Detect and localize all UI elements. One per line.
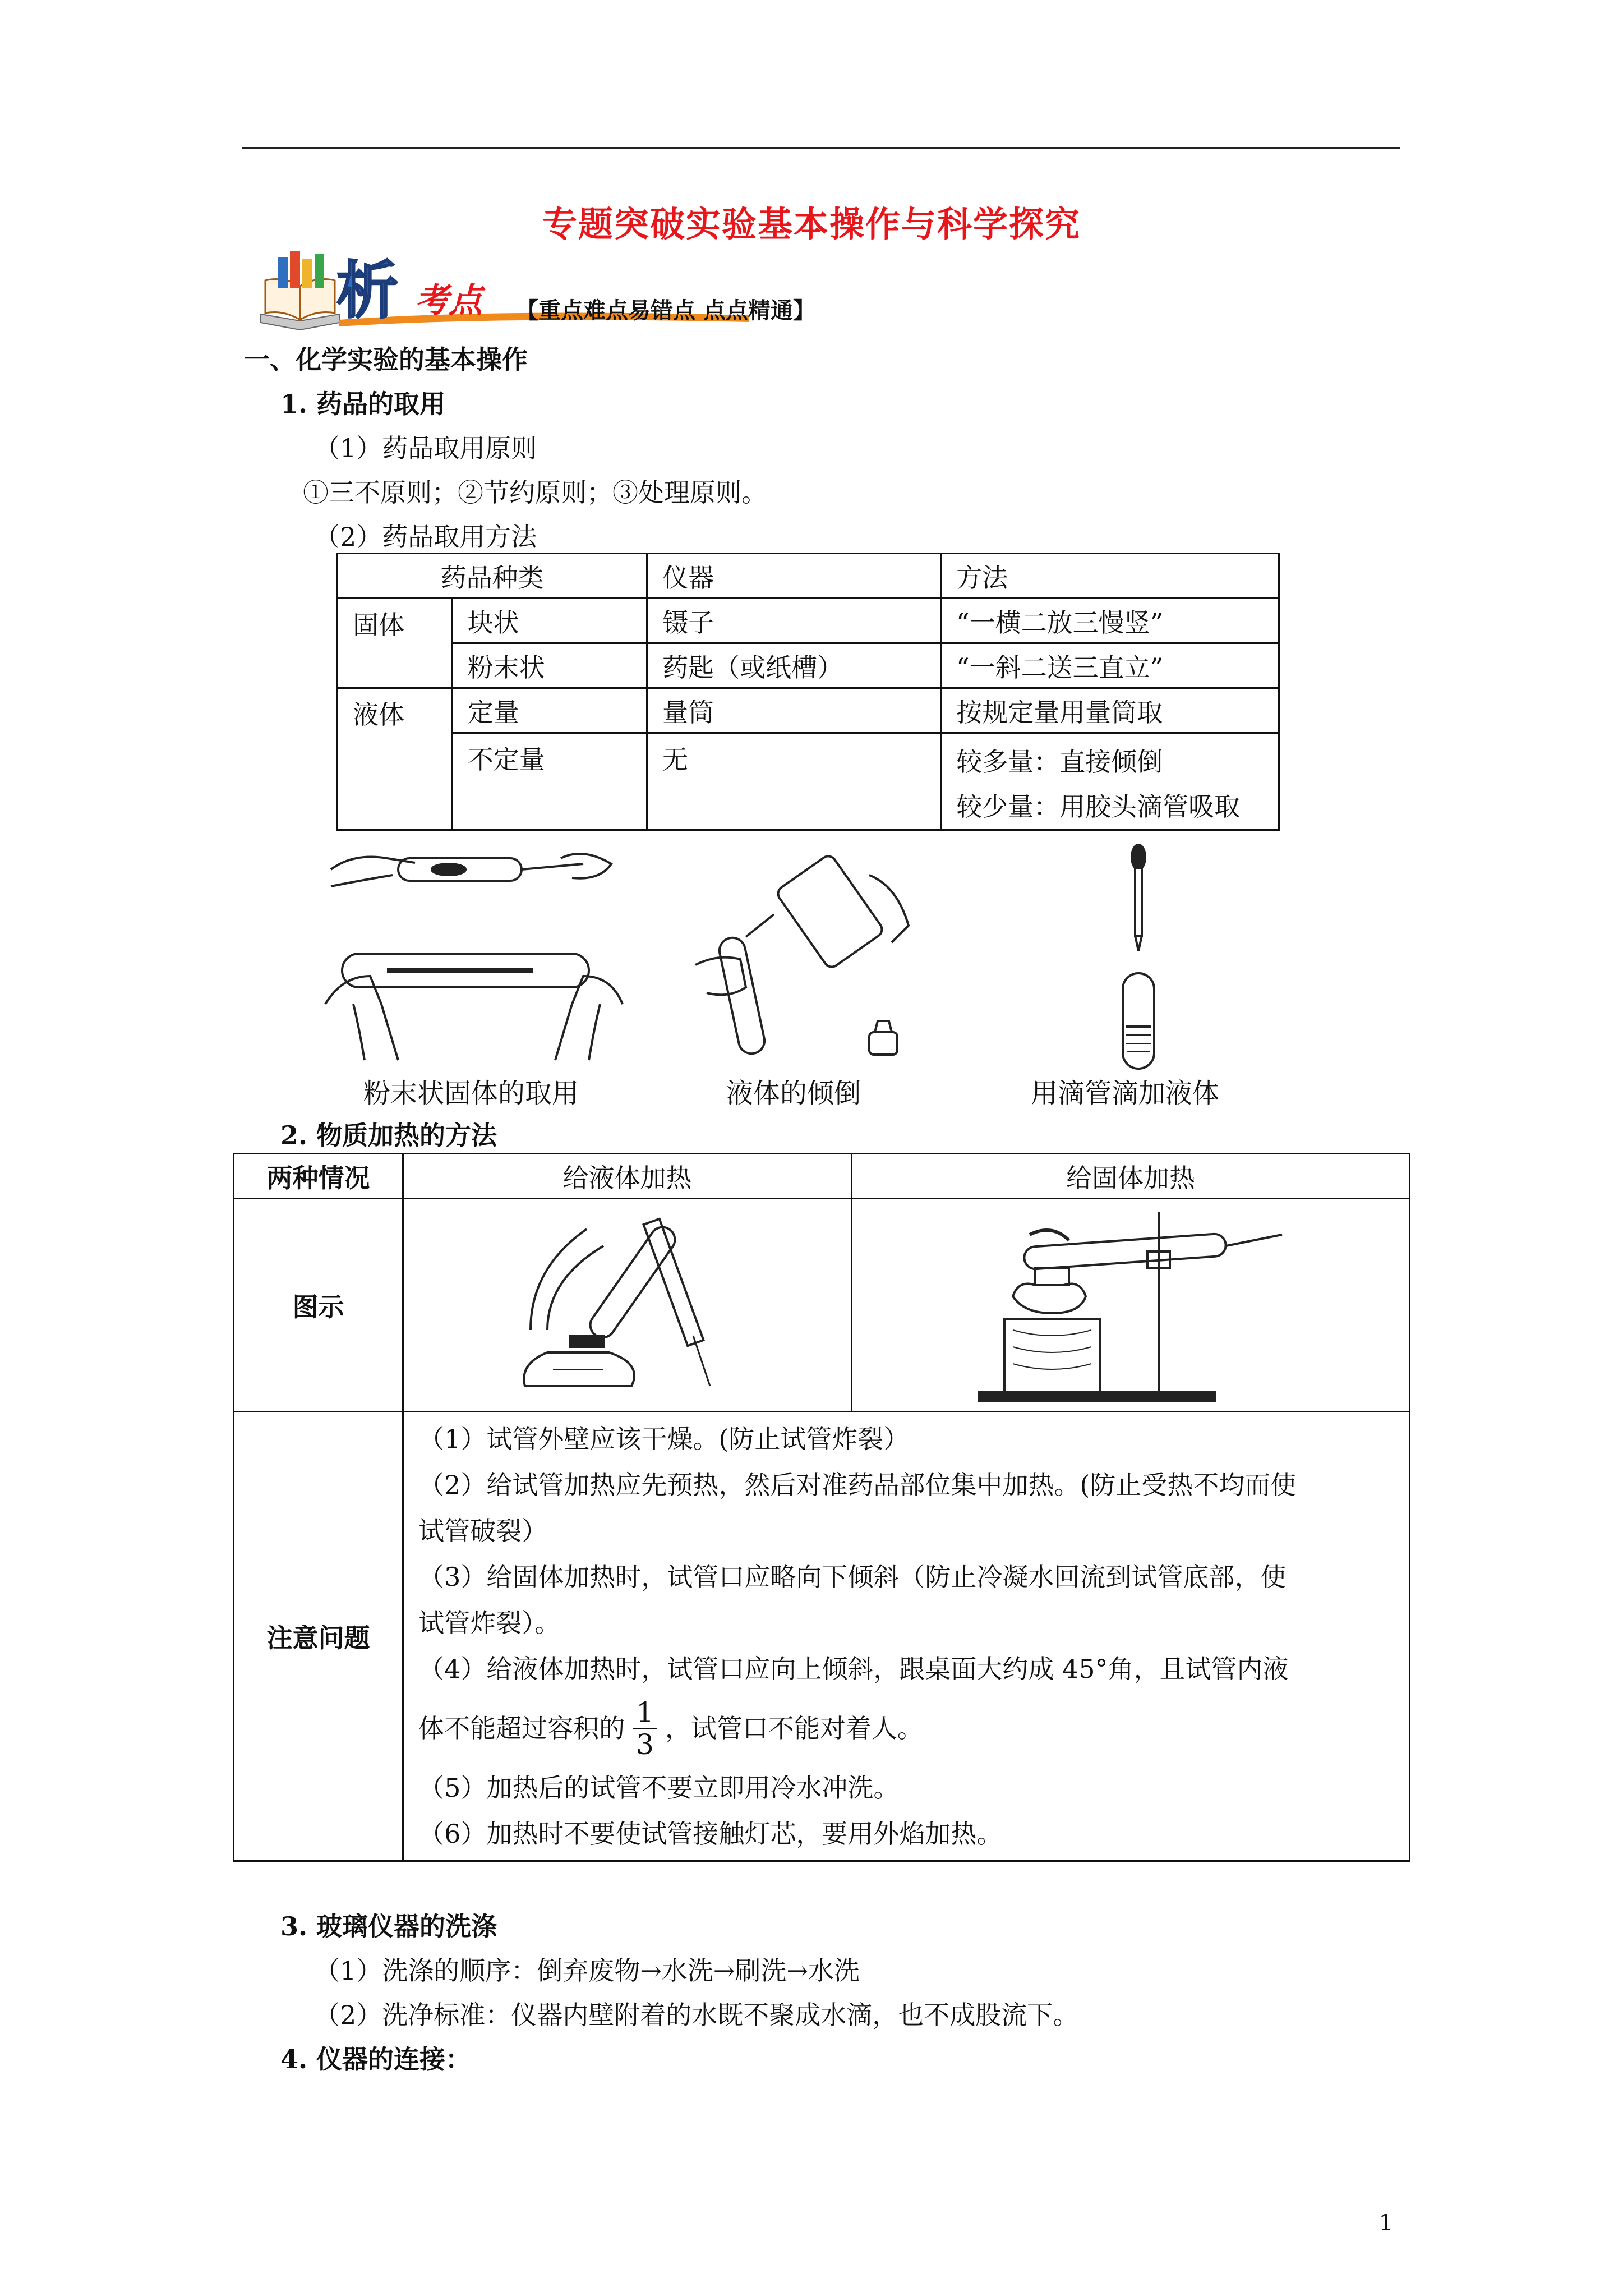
solid-heating-figure bbox=[851, 1199, 1409, 1412]
notes-cell bbox=[403, 1412, 1410, 1861]
powder-figure bbox=[320, 836, 634, 1071]
table-cell: 无 bbox=[647, 733, 941, 830]
table-cell: “一斜二送三直立” bbox=[941, 643, 1279, 688]
header-rule bbox=[242, 147, 1400, 149]
page-number: 1 bbox=[1378, 2210, 1393, 2236]
pouring-figure bbox=[684, 853, 920, 1071]
note-line: 试管破裂） bbox=[418, 1516, 548, 1546]
subsection1-heading: 1. 药品的取用 bbox=[280, 389, 446, 419]
note-line: （2）给试管加热应先预热，然后对准药品部位集中加热。(防止受热不均而使 bbox=[418, 1470, 1297, 1500]
fraction-denominator: 3 bbox=[633, 1728, 657, 1760]
table-cell: “一横二放三慢竖” bbox=[941, 599, 1279, 643]
fraction bbox=[633, 1697, 657, 1760]
note-line: （1）试管外壁应该干燥。(防止试管炸裂） bbox=[418, 1424, 910, 1454]
banner-tag: 【重点难点易错点 点点精通】 bbox=[516, 297, 815, 324]
table-cell: 液体 bbox=[338, 688, 453, 830]
paragraph: ①三不原则；②节约原则；③处理原则。 bbox=[303, 477, 767, 508]
table-cell: 较少量：用胶头滴管吸取 bbox=[956, 792, 1241, 822]
figure-caption: 液体的倾倒 bbox=[726, 1078, 861, 1109]
banner-small-text: 考点 bbox=[415, 281, 482, 320]
table-cell: 药匙（或纸槽） bbox=[647, 643, 941, 688]
dropper-figure bbox=[1082, 841, 1195, 1077]
subsection3-heading: 3. 玻璃仪器的洗涤 bbox=[280, 1911, 497, 1941]
document-title: 专题突破实验基本操作与科学探究 bbox=[542, 204, 1081, 245]
table-cell: 量筒 bbox=[647, 688, 941, 733]
paragraph: （2）洗净标准：仪器内壁附着的水既不聚成水滴，也不成股流下。 bbox=[314, 2000, 1079, 2030]
note-text: ，试管口不能对着人。 bbox=[665, 1713, 923, 1743]
table-cell: 较多量：直接倾倒 bbox=[956, 747, 1163, 777]
table-cell: 注意问题 bbox=[234, 1412, 403, 1861]
figure-caption: 粉末状固体的取用 bbox=[363, 1078, 579, 1109]
table-header: 方法 bbox=[941, 554, 1279, 599]
table-header: 药品种类 bbox=[338, 554, 647, 599]
table-cell: 粉末状 bbox=[452, 643, 647, 688]
note-line: （3）给固体加热时，试管口应略向下倾斜（防止冷凝水回流到试管底部，使 bbox=[418, 1562, 1287, 1592]
section1-heading: 一、化学实验的基本操作 bbox=[244, 344, 528, 375]
fraction-numerator: 1 bbox=[636, 1696, 654, 1729]
note-line-fraction bbox=[418, 1692, 1394, 1765]
note-text: 体不能超过容积的 bbox=[418, 1713, 625, 1743]
heating-table bbox=[233, 1153, 1410, 1862]
note-line: （4）给液体加热时，试管口应向上倾斜，跟桌面大约成 45°角，且试管内液 bbox=[418, 1654, 1289, 1684]
note-line: 试管炸裂）。 bbox=[418, 1608, 561, 1638]
reagent-table bbox=[336, 553, 1280, 831]
table-header: 给固体加热 bbox=[851, 1154, 1409, 1199]
table-cell: 定量 bbox=[452, 688, 647, 733]
paragraph: （1）洗涤的顺序：倒弃废物→水洗→刷洗→水洗 bbox=[314, 1955, 860, 1986]
table-header: 两种情况 bbox=[234, 1154, 403, 1199]
table-cell: 不定量 bbox=[452, 733, 647, 830]
table-cell: 镊子 bbox=[647, 599, 941, 643]
table-cell: 固体 bbox=[338, 599, 453, 688]
table-cell: 图示 bbox=[234, 1199, 403, 1412]
figure-caption: 用滴管滴加液体 bbox=[1031, 1078, 1220, 1109]
table-header: 给液体加热 bbox=[403, 1154, 852, 1199]
paragraph: （1）药品取用原则 bbox=[314, 433, 537, 463]
banner-big-char: 析 bbox=[336, 255, 398, 326]
table-cell: 按规定量用量筒取 bbox=[941, 688, 1279, 733]
subsection4-heading: 4. 仪器的连接： bbox=[280, 2044, 472, 2074]
liquid-heating-figure bbox=[403, 1199, 852, 1412]
table-cell: 块状 bbox=[452, 599, 647, 643]
note-line: （5）加热后的试管不要立即用冷水冲洗。 bbox=[418, 1773, 900, 1803]
note-line: （6）加热时不要使试管接触灯芯，要用外焰加热。 bbox=[418, 1819, 1003, 1849]
paragraph: （2）药品取用方法 bbox=[314, 522, 537, 552]
table-header: 仪器 bbox=[647, 554, 941, 599]
subsection2-heading: 2. 物质加热的方法 bbox=[280, 1120, 497, 1151]
